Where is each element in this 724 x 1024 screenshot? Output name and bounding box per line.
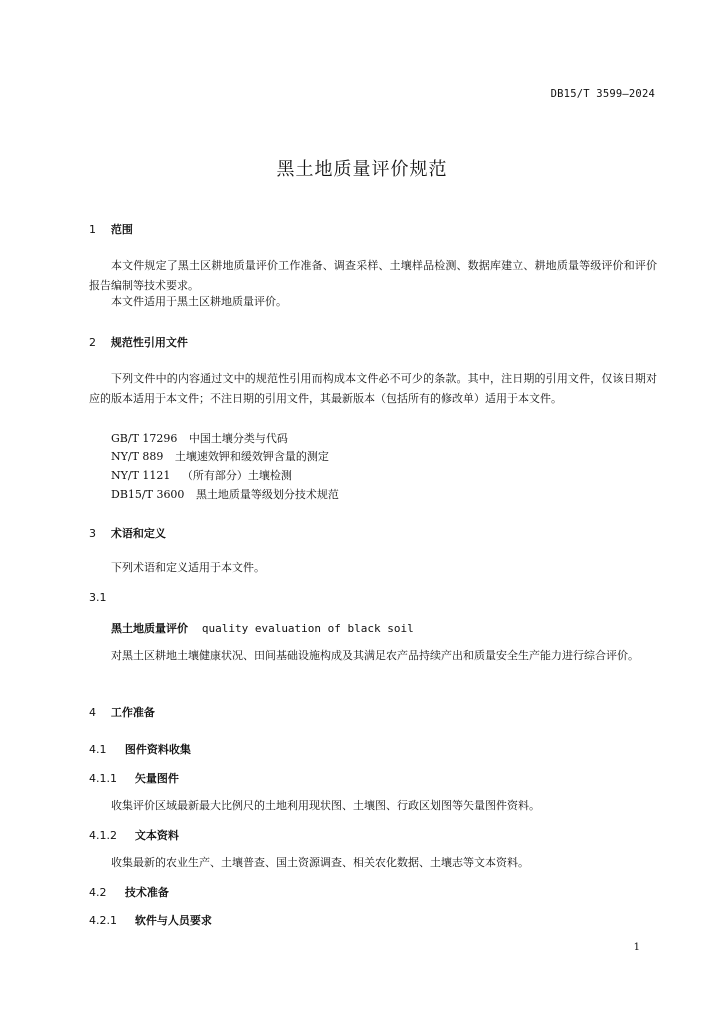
term-entry — [111, 620, 414, 636]
page-number: 1 — [633, 942, 640, 953]
section-title: 文本资料 — [134, 829, 179, 842]
subsection-4-1-1-heading — [89, 770, 179, 786]
section-number: 4.2 — [89, 886, 107, 899]
section-title: 矢量图件 — [134, 772, 179, 785]
reference-item — [111, 430, 288, 446]
reference-item — [111, 448, 329, 464]
reference-title: 中国土壤分类与代码 — [188, 432, 288, 445]
section-number: 4.1 — [89, 743, 107, 756]
reference-title: 黑土地质量等级划分技术规范 — [195, 488, 339, 501]
section-title: 技术准备 — [124, 886, 169, 899]
standard-code: DB15/T 3599—2024 — [550, 88, 655, 100]
section-number: 4 — [89, 706, 96, 719]
reference-item — [111, 467, 292, 483]
section-4-heading — [89, 704, 155, 720]
section-3-heading — [89, 525, 166, 541]
reference-code: NY/T 1121 — [111, 469, 171, 482]
subsection-4-2-heading — [89, 884, 169, 900]
reference-title: 土壤速效钾和缓效钾含量的测定 — [174, 450, 329, 463]
section-number: 1 — [89, 223, 96, 236]
section-title: 范围 — [110, 223, 133, 236]
section-title: 规范性引用文件 — [110, 336, 188, 349]
term-english: quality evaluation of black soil — [201, 622, 414, 635]
section-2-heading — [89, 334, 188, 350]
reference-item — [111, 486, 339, 502]
subsection-4-1-1-paragraph: 收集评价区域最新最大比例尺的土地利用现状图、土壤图、行政区划图等矢量图件资料。 — [111, 799, 540, 812]
subsection-4-1-2-paragraph: 收集最新的农业生产、土壤普查、国土资源调查、相关农化数据、土壤志等文本资料。 — [111, 856, 529, 869]
section-title: 软件与人员要求 — [134, 914, 212, 927]
reference-title: （所有部分）土壤检测 — [181, 469, 292, 482]
section-3-paragraph-1: 下列术语和定义适用于本文件。 — [111, 561, 265, 574]
reference-code: GB/T 17296 — [111, 432, 178, 445]
section-number: 4.1.1 — [89, 772, 117, 785]
section-title: 图件资料收集 — [124, 743, 191, 756]
reference-code: NY/T 889 — [111, 450, 164, 463]
section-1-paragraph-2: 本文件适用于黑土区耕地质量评价。 — [111, 295, 287, 308]
subsection-4-2-1-heading — [89, 912, 212, 928]
section-number: 2 — [89, 336, 96, 349]
section-number: 3 — [89, 527, 96, 540]
section-number: 4.2.1 — [89, 914, 117, 927]
term-number: 3.1 — [89, 591, 107, 604]
subsection-4-1-2-heading — [89, 827, 179, 843]
section-1-heading — [89, 221, 133, 237]
section-number: 4.1.2 — [89, 829, 117, 842]
term-definition: 对黑土区耕地土壤健康状况、田间基础设施构成及其满足农产品持续产出和质量安全生产能力进行综合评价。 — [111, 649, 639, 662]
term-chinese: 黑土地质量评价 — [111, 622, 188, 635]
subsection-4-1-heading — [89, 741, 191, 757]
document-title: 黑土地质量评价规范 — [276, 159, 448, 180]
section-title: 工作准备 — [110, 706, 155, 719]
section-2-paragraph-1: 下列文件中的内容通过文中的规范性引用而构成本文件必不可少的条款。其中，注日期的引用文件，仅该日期对应的版本适用于本文件；不注日期的引用文件，其最新版本（包括所有的修改单）适用于本文件。 — [89, 372, 657, 405]
section-1-paragraph-1: 本文件规定了黑土区耕地质量评价工作准备、调查采样、土壤样品检测、数据库建立、耕地质量等级评价和评价报告编制等技术要求。 — [89, 259, 657, 292]
section-title: 术语和定义 — [110, 527, 166, 540]
reference-code: DB15/T 3600 — [111, 488, 185, 501]
